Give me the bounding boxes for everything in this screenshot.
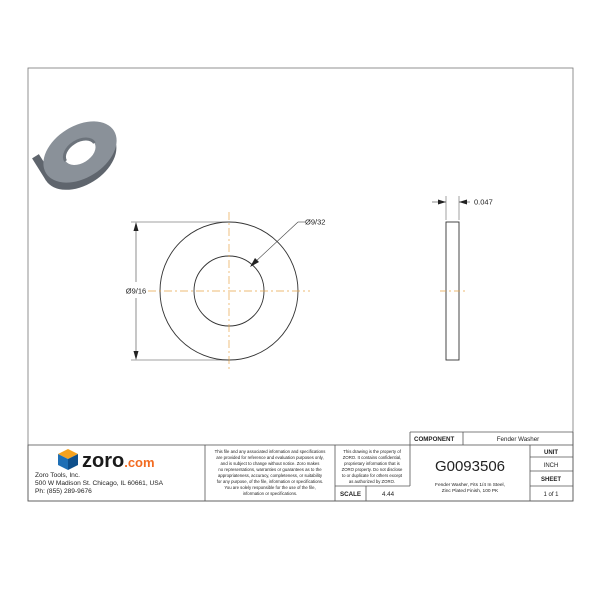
svg-text:as authorized by ZORO.: as authorized by ZORO.: [348, 479, 396, 484]
company-name: Zoro Tools, Inc.: [35, 472, 80, 479]
unit-label: UNIT: [544, 450, 558, 456]
thickness-label: 0.047: [474, 197, 493, 207]
company-phone: Ph: (855) 289-9676: [35, 488, 92, 495]
svg-text:ZORO. It contains confidential: ZORO. It contains confidential,: [342, 455, 402, 460]
disclaimer: [215, 449, 326, 496]
description-line-2: Zinc Plated Finish, 100 PK: [441, 489, 499, 494]
description-line-1: Fender Washer, Fits 1/4 In Steel,: [435, 483, 505, 488]
svg-text:are provided for reference and: are provided for reference and evaluation purposes only,: [216, 455, 324, 460]
unit-value: INCH: [543, 463, 559, 469]
svg-text:You are solely responsible for: You are solely responsible for the use of the file,: [224, 485, 316, 490]
logo-brand: zoro: [82, 450, 125, 472]
sheet-label: SHEET: [540, 477, 562, 483]
scale-label: SCALE: [340, 491, 361, 498]
logo-domain: .com: [124, 455, 155, 470]
property-notice: [342, 449, 403, 484]
outer-diameter-label: Ø9/16: [125, 286, 147, 296]
component-value: Fender Washer: [496, 436, 540, 443]
svg-text:for any purpose, of the file,: for any purpose, of the file, information or specifications.: [216, 479, 324, 484]
svg-text:and is subject to change witho: and is subject to change without notice. Zoro makes: [220, 461, 320, 466]
svg-text:ZORO property. Do not disclose: ZORO property. Do not disclose: [341, 467, 403, 472]
svg-text:no representations, warranties: no representations, warranties or guarantees as to the: [218, 467, 322, 472]
component-label: COMPONENT: [414, 436, 455, 443]
sheet-value: 1 of 1: [543, 492, 559, 498]
svg-text:This file and any associated i: This file and any associated information and specifications: [214, 449, 326, 454]
washer-front-view: [148, 212, 310, 370]
scale-value: 4.44: [381, 491, 395, 498]
svg-text:zoro.com: [82, 450, 155, 472]
svg-text:This drawing is the property o: This drawing is the property of: [343, 449, 401, 454]
washer-3d-view: [29, 109, 131, 203]
zoro-logo: [58, 449, 155, 472]
inner-diameter-dimension: [250, 218, 325, 268]
company-address: 500 W Madison St. Chicago, IL 60661, USA: [35, 480, 164, 487]
washer-side-view: [440, 222, 466, 360]
logo-cube-icon: [58, 449, 78, 470]
svg-text:proprietary information that i: proprietary information that is: [344, 461, 400, 466]
thickness-dimension: [432, 196, 493, 220]
svg-text:to or duplicate for others exc: to or duplicate for others except: [341, 473, 403, 478]
svg-text:information or specifications.: information or specifications.: [242, 491, 298, 496]
svg-text:appropriateness, accuracy, com: appropriateness, accuracy, completeness, or suitability: [217, 473, 323, 478]
part-number: G0093506: [434, 458, 506, 475]
inner-diameter-label: Ø9/32: [305, 217, 326, 227]
